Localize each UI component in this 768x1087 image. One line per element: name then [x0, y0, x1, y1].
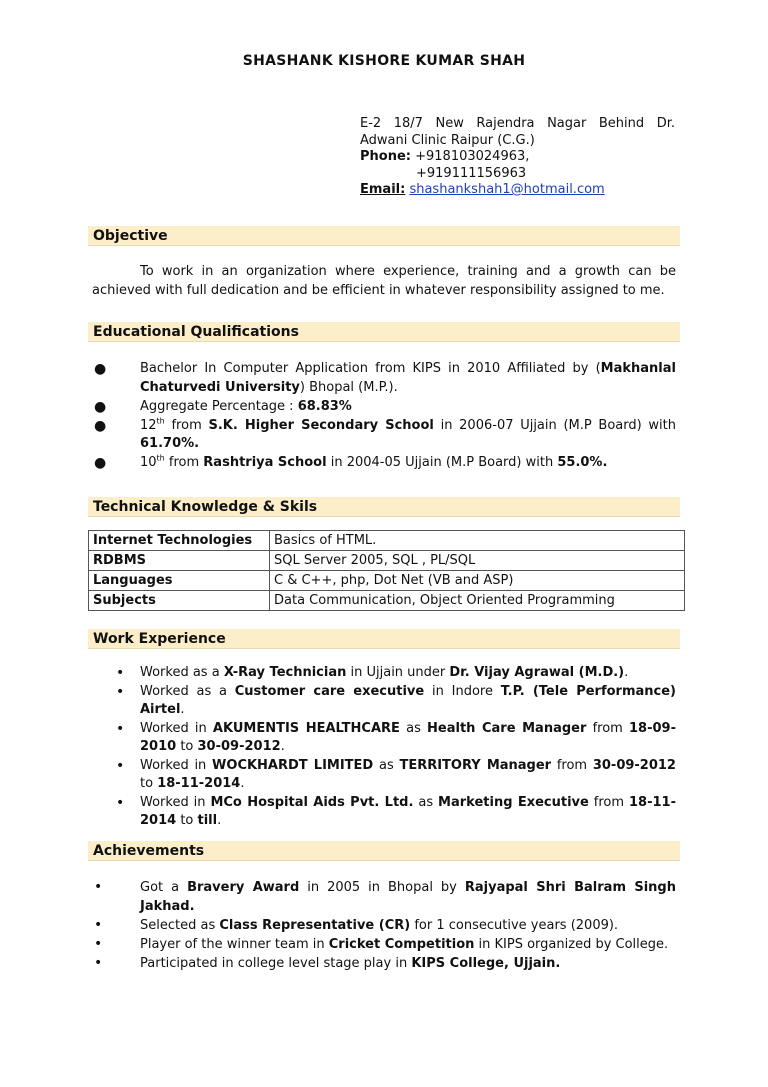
skills-table — [88, 530, 685, 611]
table-row — [89, 591, 685, 611]
list-item: • Selected as Class Representative (CR) for 1 consecutive years (2009). — [94, 917, 619, 933]
work-list — [116, 664, 676, 831]
bullet-icon: • — [116, 794, 125, 811]
skill-key: Internet Technologies — [89, 531, 270, 551]
bullet-icon: • — [116, 757, 125, 774]
list-item: ● Aggregate Percentage : 68.83% — [94, 399, 352, 415]
skill-key: RDBMS — [89, 551, 270, 571]
work-heading: Work Experience — [88, 629, 680, 649]
bullet-icon: • — [94, 917, 103, 933]
table-row — [89, 531, 685, 551]
list-item: • Player of the winner team in Cricket Competition in KIPS organized by College. — [94, 936, 669, 952]
list-item: • Worked in MCo Hospital Aids Pvt. Ltd. as Marketing Executive from 18-11-2014 to till. — [116, 794, 676, 828]
list-item: • Participated in college level stage play in KIPS College, Ujjain. — [94, 955, 561, 971]
email-line — [360, 182, 675, 199]
bullet-icon: ● — [94, 399, 107, 415]
email-label: Email: — [360, 182, 406, 197]
address-line-1: E-2 18/7 New Rajendra Nagar Behind Dr. — [360, 116, 675, 131]
email-link[interactable]: shashankshah1@hotmail.com — [409, 182, 605, 197]
skill-key: Languages — [89, 571, 270, 591]
list-item: • Worked in AKUMENTIS HEALTHCARE as Health Care Manager from 18-09-2010 to 30-09-2012. — [116, 720, 676, 754]
list-item: • Worked as a Customer care executive in Indore T.P. (Tele Performance) Airtel. — [116, 683, 676, 717]
skill-value: SQL Server 2005, SQL , PL/SQL — [270, 551, 685, 571]
list-item: ● 12th from S.K. Higher Secondary School in 2006-07 Ujjain (M.P Board) with 61.70%. — [94, 416, 676, 451]
education-list — [94, 360, 676, 472]
bullet-icon: • — [94, 879, 103, 895]
phone-2: +919111156963 — [416, 165, 527, 181]
phone-1: +918103024963, — [415, 149, 530, 164]
objective-heading: Objective — [88, 226, 680, 246]
bullet-icon: • — [116, 665, 125, 681]
table-row — [89, 551, 685, 571]
education-heading: Educational Qualifications — [88, 322, 680, 342]
bullet-icon: ● — [94, 454, 107, 471]
objective-text-block — [92, 262, 676, 300]
objective-text: To work in an organization where experience, training and a growth can be achieved with full dedication and be efficient in whatever responsibility assigned to me. — [92, 264, 676, 298]
list-item: • Got a Bravery Award in 2005 in Bhopal by Rajyapal Shri Balram Singh Jakhad. — [94, 879, 676, 914]
address-line-2: Adwani Clinic Raipur (C.G.) — [360, 132, 535, 148]
skill-value: Basics of HTML. — [270, 531, 685, 551]
bullet-icon: • — [94, 936, 103, 952]
candidate-name: SHASHANK KISHORE KUMAR SHAH — [242, 53, 526, 69]
skill-value: C & C++, php, Dot Net (VB and ASP) — [270, 571, 685, 591]
bullet-icon: ● — [94, 361, 107, 377]
skill-key: Subjects — [89, 591, 270, 611]
phone-line — [360, 149, 675, 166]
list-item: • Worked in WOCKHARDT LIMITED as TERRITORY Manager from 30-09-2012 to 18-11-2014. — [116, 757, 676, 791]
bullet-icon: • — [116, 683, 125, 700]
list-item: ● Bachelor In Computer Application from KIPS in 2010 Affiliated by (Makhanlal Chaturvedi University) Bhopal (M.P.). — [94, 361, 676, 395]
bullet-icon: • — [94, 955, 103, 971]
list-item: • Worked as a X-Ray Technician in Ujjain under Dr. Vijay Agrawal (M.D.). — [116, 665, 629, 681]
phone-label: Phone: — [360, 149, 411, 164]
achievements-heading: Achievements — [88, 841, 680, 861]
technical-heading: Technical Knowledge & Skils — [88, 497, 680, 517]
table-row — [89, 571, 685, 591]
list-item: ● 10th from Rashtriya School in 2004-05 Ujjain (M.P Board) with 55.0%. — [94, 453, 608, 471]
achievements-list — [94, 878, 676, 973]
bullet-icon: • — [116, 720, 125, 737]
contact-block — [360, 116, 675, 199]
bullet-icon: ● — [94, 417, 107, 434]
skill-value: Data Communication, Object Oriented Programming — [270, 591, 685, 611]
